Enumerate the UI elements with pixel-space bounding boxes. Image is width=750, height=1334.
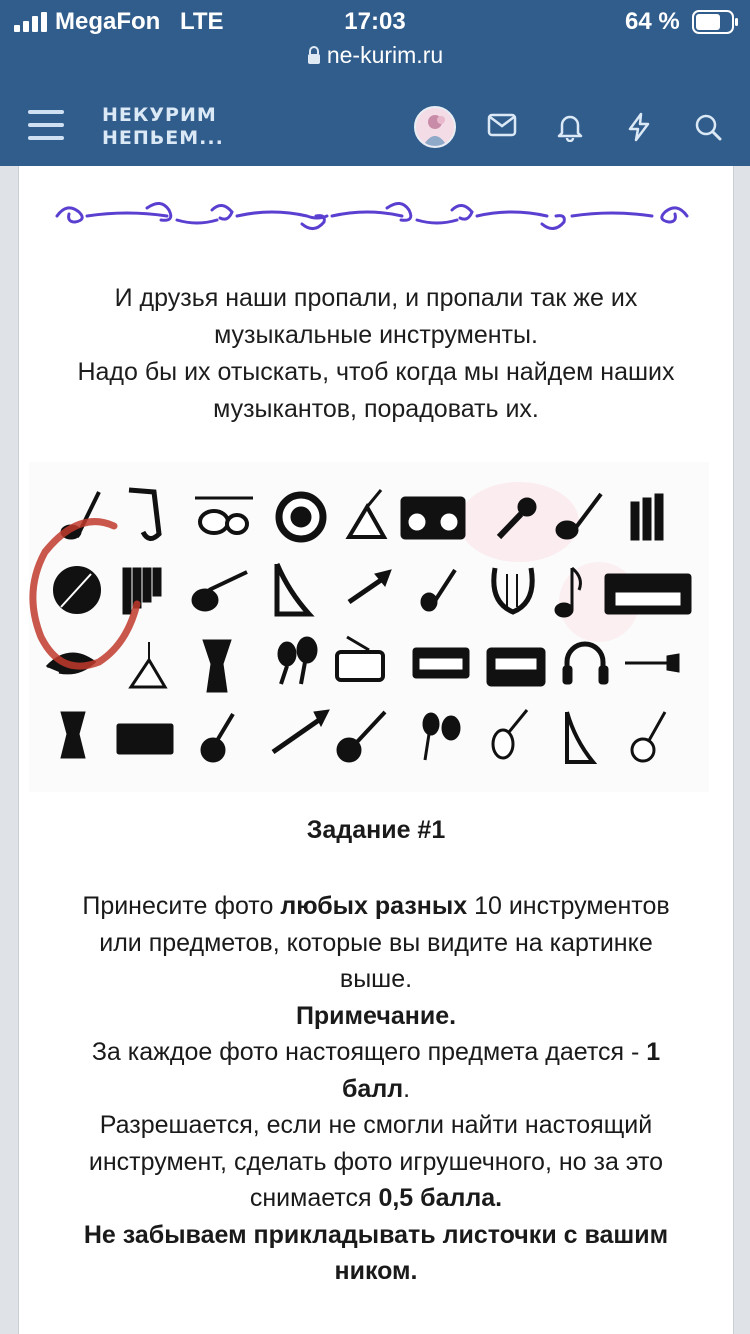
intro-line: музыкантов, порадовать их. bbox=[213, 395, 539, 423]
intro-line: И друзья наши пропали, и пропали так же их bbox=[114, 284, 638, 312]
midi-keyboard-icon bbox=[413, 648, 469, 678]
avatar-image bbox=[416, 108, 454, 146]
menu-icon[interactable] bbox=[28, 110, 64, 142]
logo-line-1: НЕКУРИМ bbox=[102, 104, 217, 126]
note-title: Примечание. bbox=[295, 1001, 457, 1030]
battery-icon bbox=[692, 10, 740, 34]
drum-icon bbox=[54, 567, 100, 613]
bell-icon[interactable] bbox=[556, 112, 584, 142]
intro-line: музыкальные инструменты. bbox=[214, 321, 538, 349]
allowed-text: Разрешается, если не смогли найти настоящий инструмент, сделать фото игрушечного, но за это снимается 0,5 балла. bbox=[88, 1111, 664, 1212]
lock-icon bbox=[307, 45, 321, 65]
logo-line-2: НЕПЬЕМ... bbox=[102, 127, 224, 149]
task-description bbox=[39, 888, 713, 1290]
note-text: За каждое фото настоящего предмета дается - 1 балл. bbox=[91, 1038, 661, 1103]
ornament-divider bbox=[47, 194, 697, 244]
carrier-name: MegaFon bbox=[55, 8, 161, 35]
battery-percent: 64 % bbox=[625, 8, 680, 35]
reminder-text: Не забываем прикладывать листочки с вашим ником. bbox=[83, 1220, 669, 1285]
search-icon[interactable] bbox=[694, 112, 722, 142]
intro-line: Надо бы их отыскать, чтоб когда мы найдем наших bbox=[77, 358, 675, 386]
intro-text bbox=[19, 280, 733, 428]
accordion-icon bbox=[117, 724, 173, 754]
synthesizer-icon bbox=[605, 574, 691, 614]
app-header bbox=[0, 0, 750, 166]
site-navbar bbox=[0, 92, 750, 162]
status-bar bbox=[0, 0, 750, 44]
post-content bbox=[18, 166, 734, 1334]
boombox-icon bbox=[401, 497, 465, 539]
url-text: ne-kurim.ru bbox=[326, 42, 444, 68]
cassette-icon bbox=[487, 648, 545, 686]
avatar[interactable] bbox=[414, 106, 456, 148]
clock: 17:03 bbox=[344, 8, 406, 35]
task-title: Задание #1 bbox=[306, 816, 446, 844]
network-type: LTE bbox=[180, 8, 224, 35]
site-logo[interactable] bbox=[102, 104, 224, 150]
instruments-image bbox=[19, 462, 733, 792]
address-bar[interactable] bbox=[0, 42, 750, 69]
task-paragraph: Принесите фото любых разных 10 инструментов или предметов, которые вы видите на картинке выше. bbox=[82, 892, 670, 993]
mail-icon[interactable] bbox=[487, 112, 517, 138]
tambourine-icon bbox=[279, 495, 323, 539]
lightning-icon[interactable] bbox=[626, 112, 652, 142]
